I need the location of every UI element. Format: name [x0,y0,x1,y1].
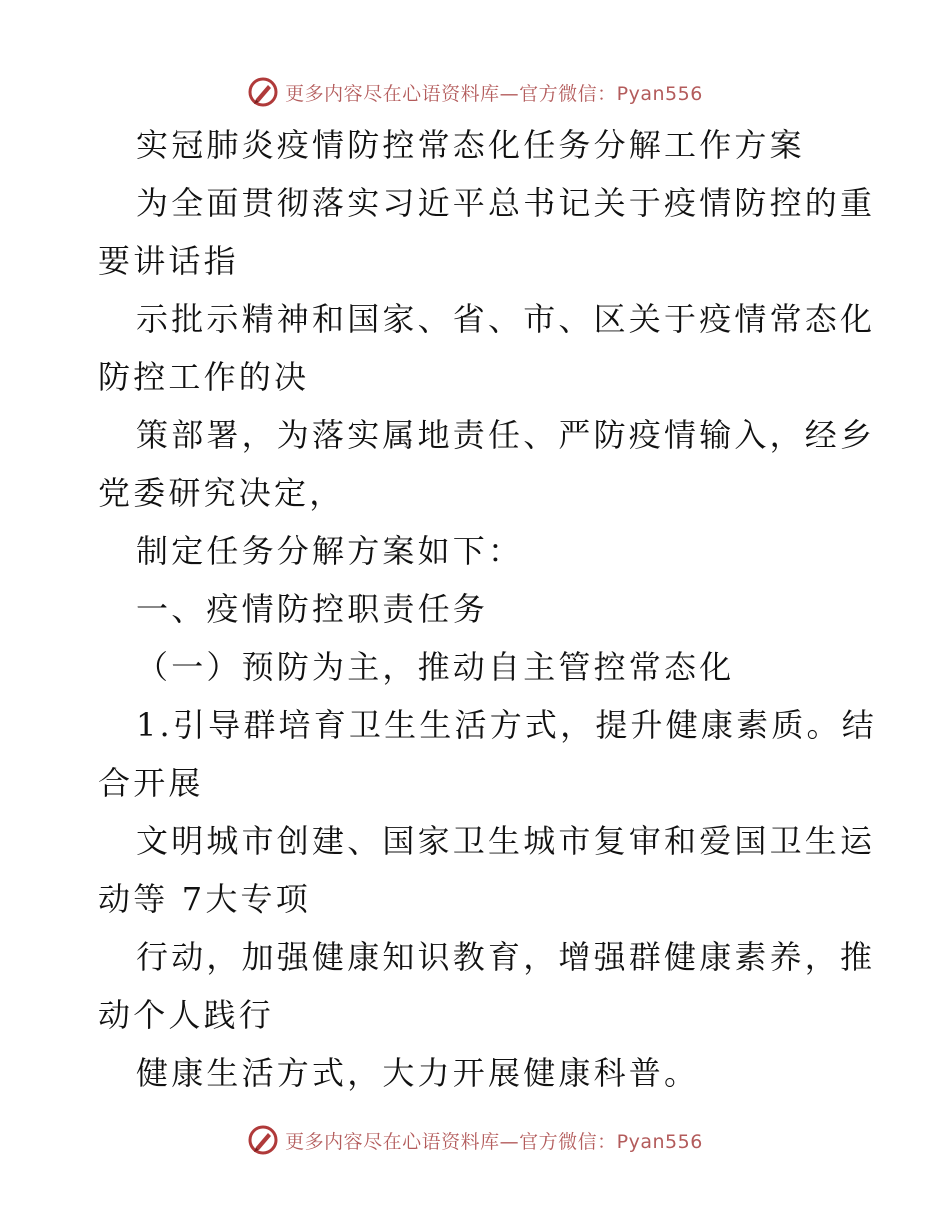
pen-logo-icon [247,1124,279,1156]
text-line: 合开展 [98,764,204,802]
text-line: 实冠肺炎疫情防控常态化任务分解工作方案 [136,126,805,164]
footer-watermark-text: 更多内容尽在心语资料库—官方微信：Pyan556 [285,1130,703,1153]
text-line: 行动，加强健康知识教育，增强群健康素养，推 [136,938,876,976]
text-line: 要讲话指 [98,242,239,280]
text-line: 防控工作的决 [98,358,310,396]
header-watermark-text: 更多内容尽在心语资料库—官方微信：Pyan556 [285,82,703,105]
footer-watermark [0,1120,950,1160]
text-line: （一）预防为主，推动自主管控常态化 [136,648,735,686]
text-line: 为全面贯彻落实习近平总书记关于疫情防控的重 [136,184,876,222]
text-line: 1.引导群培育卫生生活方式，提升健康素质。结 [136,706,877,744]
text-line: 策部署，为落实属地责任、严防疫情输入，经乡 [136,416,876,454]
document-body [98,116,877,1102]
text-line: 一、疫情防控职责任务 [136,590,489,628]
text-line: 制定任务分解方案如下： [136,532,524,570]
header-watermark [0,72,950,112]
text-line: 党委研究决定， [98,474,345,512]
text-line: 文明城市创建、国家卫生城市复审和爱国卫生运 [136,822,876,860]
text-line: 动个人践行 [98,996,275,1034]
text-line: 动等 7大专项 [98,880,311,918]
pen-logo-icon [247,76,279,108]
text-line: 示批示精神和国家、省、市、区关于疫情常态化 [136,300,876,338]
text-line: 健康生活方式，大力开展健康科普。 [136,1054,700,1092]
